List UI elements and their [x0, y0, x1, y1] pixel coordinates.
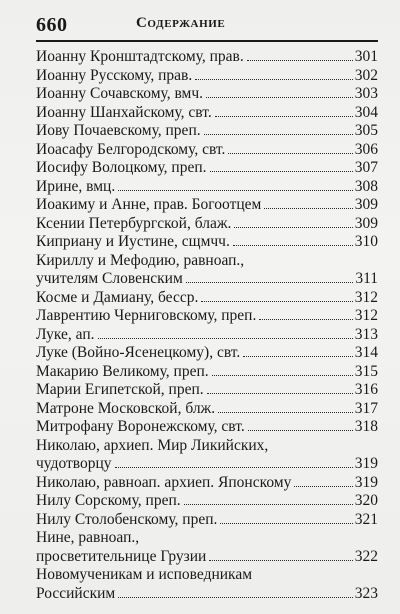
toc-entry-page-number: 320 [354, 492, 378, 509]
toc-entry [36, 85, 378, 104]
toc-entry-title: Ирине, вмц. [36, 177, 116, 195]
toc-entry-title: Луке, ап. [36, 325, 95, 343]
toc-entry-title: Иову Почаевскому, преп. [36, 122, 201, 139]
dot-leader [220, 523, 352, 524]
toc-entry-page-number: 310 [354, 233, 378, 250]
toc-entry [36, 159, 378, 178]
toc-entry [36, 344, 378, 363]
toc-entry-title: Иоанну Кронштадтскому, прав. [36, 48, 244, 65]
toc-entry [36, 122, 378, 141]
toc-entry [36, 474, 378, 493]
toc-entry-title: Иоанну Шанхайскому, свт. [36, 103, 212, 121]
toc-entry-title: Иосифу Волоцкому, преп. [36, 159, 207, 176]
toc-entry-page-number: 309 [354, 214, 378, 232]
toc-entry-title: Ксении Петербургской, блаж. [36, 214, 232, 232]
toc-entry [36, 400, 378, 419]
toc-entry [36, 307, 378, 326]
toc-entry-title: Иоасафу Белгородскому, свт. [36, 140, 226, 158]
toc-entry-page-number: 309 [354, 196, 378, 213]
toc-entry [36, 511, 378, 530]
dot-leader [228, 153, 352, 154]
toc-entry-page-number: 315 [354, 362, 378, 380]
toc-entry-page-number: 321 [354, 510, 378, 528]
dot-leader [294, 486, 352, 487]
toc-entry-page-number: 319 [354, 473, 378, 491]
toc-entry [36, 252, 378, 289]
toc-entry [36, 67, 378, 86]
toc-entry-page-number: 318 [354, 418, 378, 435]
dot-leader [233, 245, 353, 246]
dot-leader [243, 356, 353, 357]
toc-entry-title: Нилу Столобенскому, преп. [36, 510, 218, 528]
toc-entry-title: Лаврентию Черниговскому, преп. [36, 307, 257, 324]
toc-entry-title: Новомученикам и исповедникам [36, 566, 253, 583]
toc-entry-title: Матроне Московской, блж. [36, 399, 216, 417]
toc-entry [36, 363, 378, 382]
toc-entry-title: Косме и Дамиану, бесср. [36, 288, 199, 306]
dot-leader [207, 393, 353, 394]
toc-entry-title: Марии Египетской, преп. [36, 381, 204, 398]
toc-entry [36, 215, 378, 234]
dot-leader [118, 597, 353, 598]
toc-entry-title: Николаю, равноап. архиеп. Японскому [36, 473, 292, 491]
toc-entry-title: Иоакиму и Анне, прав. Богоотцем [36, 196, 262, 213]
toc-entry-page-number: 313 [354, 325, 378, 343]
toc-entry-page-number: 323 [354, 584, 378, 602]
toc-entry-title: Киприану и Иустине, сщмчч. [36, 233, 230, 250]
toc-entry-title: Кириллу и Мефодию, равноап., [36, 251, 245, 269]
toc-entry-page-number: 311 [355, 270, 378, 287]
toc-entry-title: Митрофану Воронежскому, свт. [36, 418, 245, 435]
toc-entry [36, 289, 378, 308]
toc-entry [36, 326, 378, 345]
table-of-contents [36, 48, 378, 603]
dot-leader [115, 467, 353, 468]
toc-entry [36, 104, 378, 123]
dot-leader [259, 319, 352, 320]
dot-leader [204, 134, 353, 135]
toc-entry-title: Иоанну Русскому, прав. [36, 66, 193, 84]
toc-entry-page-number: 322 [354, 547, 378, 565]
dot-leader [248, 430, 353, 431]
dot-leader [186, 282, 354, 283]
toc-entry-page-number: 314 [354, 344, 378, 361]
dot-leader [264, 208, 352, 209]
toc-entry-title: Нине, равноап., [36, 529, 140, 546]
dot-leader [215, 116, 353, 117]
toc-entry-page-number: 303 [354, 85, 378, 102]
dot-leader [201, 301, 352, 302]
dot-leader [218, 412, 353, 413]
toc-entry [36, 566, 378, 603]
toc-entry-page-number: 316 [354, 381, 378, 398]
toc-entry-page-number: 317 [354, 399, 378, 417]
toc-entry [36, 48, 378, 67]
toc-entry-page-number: 308 [354, 177, 378, 195]
toc-entry [36, 178, 378, 197]
dot-leader [247, 60, 353, 61]
toc-entry-title-continued: учителям Словенским [36, 270, 183, 287]
dot-leader [98, 338, 353, 339]
dot-leader [212, 375, 353, 376]
toc-entry-title-continued: просветительнице Грузии [36, 547, 207, 565]
toc-entry-page-number: 312 [354, 288, 378, 306]
toc-entry [36, 196, 378, 215]
toc-entry [36, 418, 378, 437]
toc-entry [36, 381, 378, 400]
toc-entry-page-number: 301 [354, 48, 378, 65]
toc-entry-title: Макарию Великому, преп. [36, 362, 209, 380]
dot-leader [184, 504, 353, 505]
toc-entry-title: Нилу Сорскому, преп. [36, 492, 181, 509]
running-title: Содержание [136, 15, 226, 31]
dot-leader [209, 560, 352, 561]
toc-entry [36, 233, 378, 252]
toc-entry-title-continued: Российским [36, 584, 116, 602]
toc-entry [36, 492, 378, 511]
toc-entry-title: Иоанну Сочавскому, вмч. [36, 85, 203, 102]
toc-entry-page-number: 302 [354, 66, 378, 84]
page-number: 660 [36, 14, 68, 36]
toc-entry-page-number: 312 [354, 307, 378, 324]
toc-entry-title-continued: чудотворцу [36, 455, 112, 472]
toc-entry-page-number: 304 [354, 103, 378, 121]
dot-leader [206, 97, 353, 98]
toc-entry [36, 529, 378, 566]
toc-entry-page-number: 307 [354, 159, 378, 176]
toc-entry-page-number: 319 [354, 455, 378, 472]
dot-leader [195, 79, 353, 80]
toc-entry-title: Луке (Войно-Ясенецкому), свт. [36, 344, 241, 361]
toc-entry-page-number: 306 [354, 140, 378, 158]
dot-leader [118, 190, 353, 191]
toc-entry [36, 437, 378, 474]
toc-entry-title: Николаю, архиеп. Мир Ликийских, [36, 436, 269, 454]
dot-leader [210, 171, 353, 172]
toc-entry-page-number: 305 [354, 122, 378, 139]
page-header [36, 14, 378, 42]
toc-entry [36, 141, 378, 160]
dot-leader [234, 227, 352, 228]
